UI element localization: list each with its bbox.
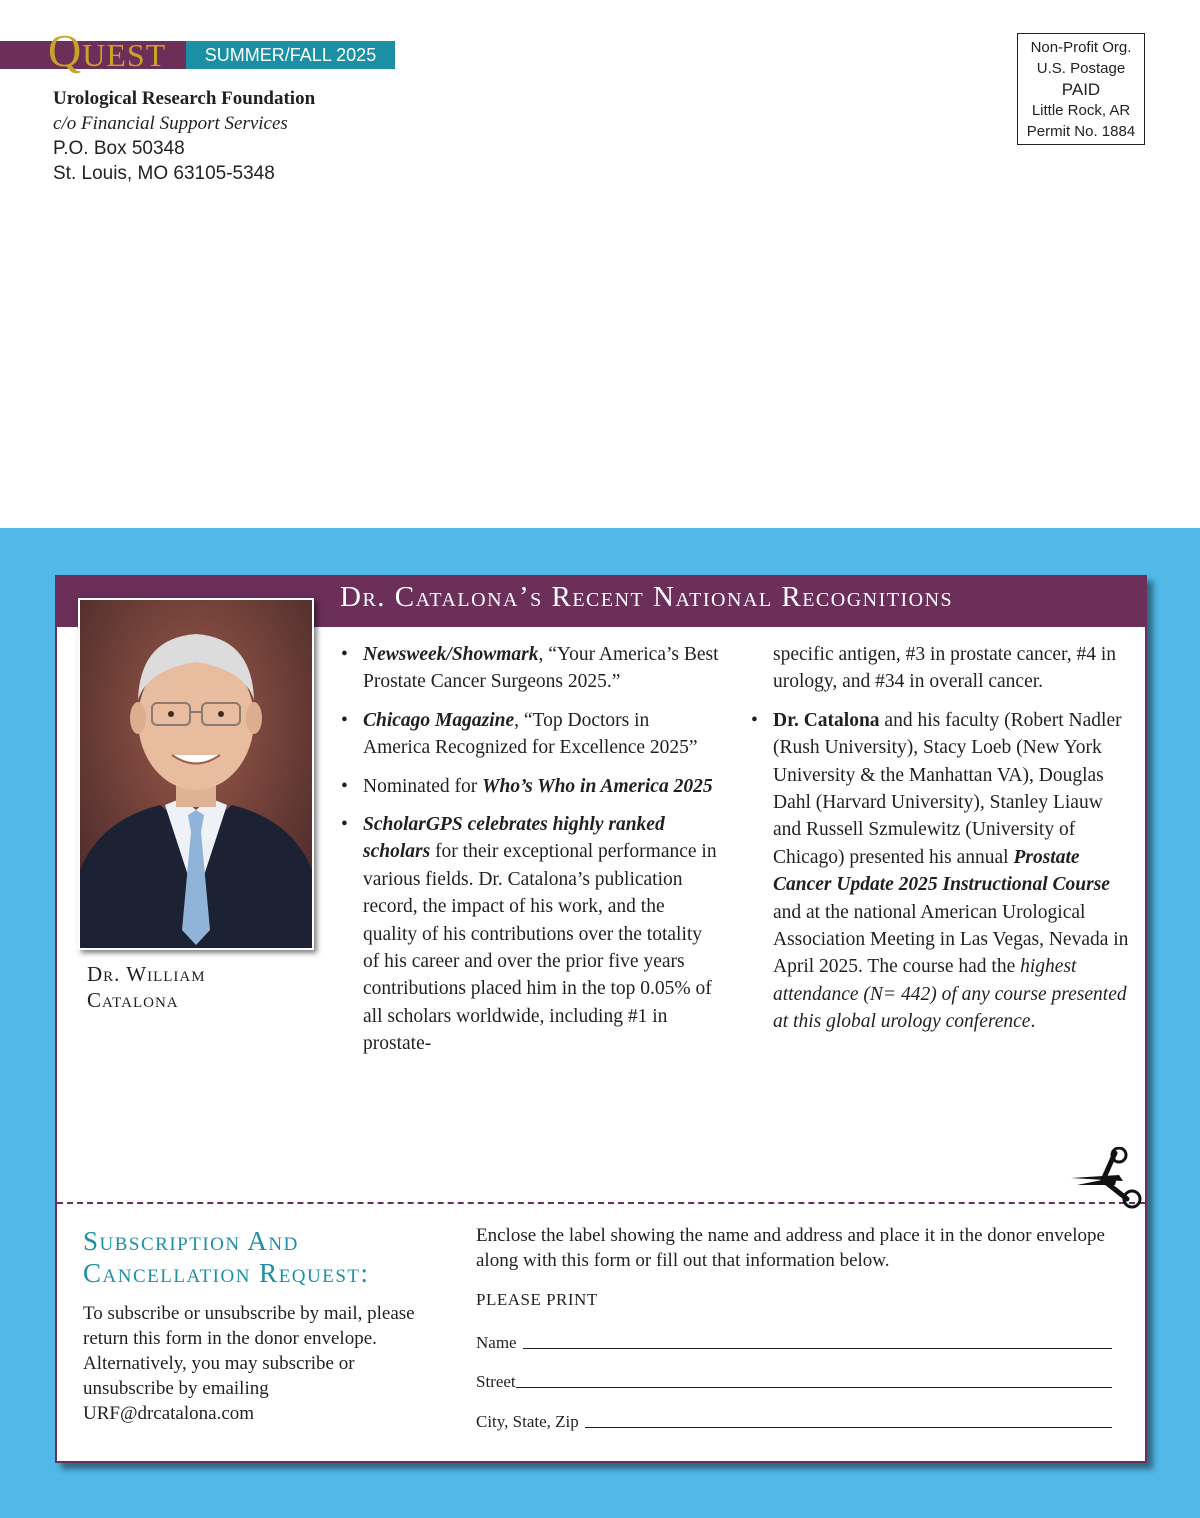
list-item (341, 773, 719, 800)
subscription-body: To subscribe or unsubscribe by mail, please return this form in the donor envelope. Alternatively, you may subscribe or unsubscribe by emailing URF@drcatalona.com (83, 1303, 415, 1424)
bullet-icon: • (341, 775, 348, 797)
item-emphasis: highest attendance (N= 442) of any course presented at this global urology conference (773, 956, 1127, 1033)
quest-logo: QUEST (48, 25, 167, 76)
recognitions-card (55, 575, 1147, 1463)
street-field[interactable] (476, 1372, 1112, 1392)
return-care-of: c/o Financial Support Services (53, 113, 288, 134)
return-city: St. Louis, MO 63105-5348 (53, 163, 275, 184)
city-state-zip-label: City, State, Zip (476, 1412, 579, 1431)
return-po-box: P.O. Box 50348 (53, 138, 185, 159)
item-text: . (1030, 1011, 1036, 1033)
item-text: and his faculty (Robert Nadler (Rush University), Stacy Loeb (New York University & the Manhattan VA), Douglas Dahl (Harvard University), Stanley Liauw and Russell Szmulewitz (University of Chicago) presented his annual (773, 709, 1122, 868)
list-item (341, 811, 719, 1058)
photo-caption (87, 961, 206, 1013)
item-text: for their exceptional performance in various fields. Dr. Catalona’s publication record, the impact of his work, and the quality of his contributions over the totality of his career and over the prior five years contributions placed him in the top 0.05% of all scholars worldwide, including #1 in prostate- (363, 841, 717, 1055)
caption-line: Catalona (87, 988, 179, 1012)
street-label: Street (476, 1372, 516, 1391)
name-field[interactable] (476, 1333, 1112, 1353)
subscription-title-line: Subscription And (83, 1226, 299, 1256)
postage-line: Non-Profit Org. (1030, 39, 1132, 56)
recognitions-column-1 (341, 641, 719, 1069)
recognitions-column-2 (751, 641, 1131, 1047)
list-item (751, 707, 1131, 1036)
item-text: , “Top Doctors in America Recognized for Excellence 2025” (363, 709, 698, 759)
bullet-icon: • (341, 644, 348, 665)
subscription-title-line: Cancellation Request: (83, 1258, 370, 1288)
item-text: and at the national American Urological Association Meeting in Las Vegas, Nevada in April 2025. The course had the (773, 901, 1129, 978)
portrait-photo (78, 598, 314, 950)
item-lead: Dr. Catalona (773, 709, 880, 731)
recognitions-title: Dr. Catalona’s Recent National Recognitions (340, 581, 954, 613)
return-address (53, 86, 315, 186)
item-text: specific antigen, #3 in prostate cancer, #4 in urology, and #34 in overall cancer. (773, 644, 1117, 693)
item-lead: ScholarGPS celebrates highly ranked scholars (363, 814, 665, 863)
item-publication: Who’s Who in America 2025 (482, 775, 713, 797)
item-publication: Chicago Magazine (363, 709, 515, 731)
postage-indicia (1017, 33, 1145, 145)
enclose-instructions: Enclose the label showing the name and address and place it in the donor envelope along with this form or fill out that information below. (476, 1225, 1105, 1271)
bullet-icon: • (341, 814, 348, 836)
issue-label: SUMMER/FALL 2025 (186, 41, 395, 69)
city-state-zip-line[interactable] (585, 1413, 1112, 1428)
bullet-icon: • (341, 709, 348, 731)
please-print-label: PLEASE PRINT (476, 1290, 598, 1309)
postage-line: Little Rock, AR (1031, 102, 1131, 119)
subscription-title (83, 1225, 370, 1289)
street-line[interactable] (516, 1373, 1112, 1388)
scissors-icon (1067, 1147, 1143, 1209)
item-course: Prostate Cancer Update 2025 Instructional Course (773, 846, 1110, 896)
name-label: Name (476, 1333, 517, 1352)
list-item (341, 641, 719, 696)
caption-line: Dr. William (87, 962, 206, 986)
postage-line: Permit No. 1884 (1026, 123, 1136, 140)
list-item (341, 707, 719, 762)
name-line[interactable] (523, 1334, 1112, 1349)
city-state-zip-field[interactable] (476, 1412, 1112, 1432)
postage-paid: PAID (1061, 80, 1101, 99)
return-org: Urological Research Foundation (53, 88, 316, 109)
list-item-continued (751, 641, 1131, 696)
item-text: Nominated for (363, 775, 483, 797)
portrait-illustration (80, 600, 312, 948)
item-publication: Newsweek/Showmark (363, 644, 539, 665)
item-text: , “Your America’s Best Prostate Cancer Surgeons 2025.” (363, 644, 719, 693)
cut-line (57, 1202, 1145, 1204)
bullet-icon: • (751, 709, 758, 731)
postage-line: U.S. Postage (1036, 60, 1126, 77)
